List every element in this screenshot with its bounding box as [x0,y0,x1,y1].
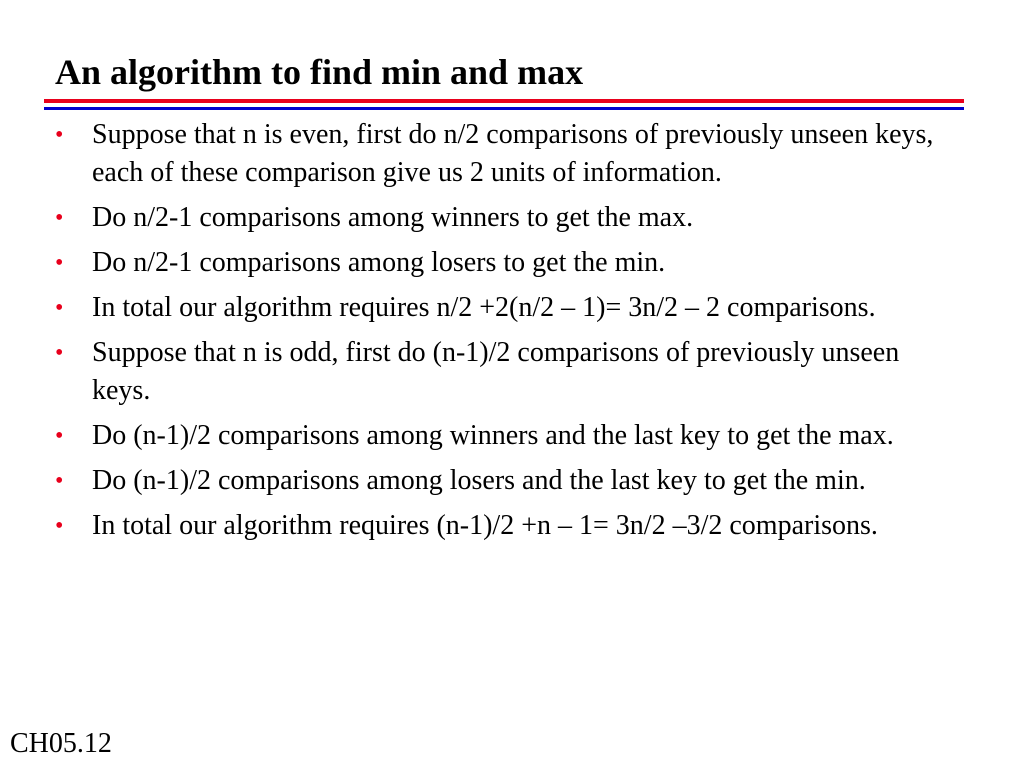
title-divider-red [44,99,964,103]
bullet-text: Do n/2-1 comparisons among losers to get the min. [92,247,666,278]
bullet-dot-icon: • [55,250,64,276]
bullet-list [55,116,955,552]
bullet-item [55,462,955,500]
bullet-text: Do (n-1)/2 comparisons among losers and the last key to get the min. [92,465,866,496]
bullet-text: In total our algorithm requires n/2 +2(n/2 – 1)= 3n/2 – 2 comparisons. [92,292,876,323]
bullet-dot-icon: • [55,468,64,494]
bullet-item [55,417,955,455]
bullet-item [55,289,955,327]
bullet-item [55,244,955,282]
bullet-dot-icon: • [55,340,64,366]
bullet-dot-icon: • [55,122,64,148]
bullet-dot-icon: • [55,205,64,231]
bullet-item [55,199,955,237]
bullet-item [55,116,955,192]
bullet-dot-icon: • [55,513,64,539]
slide-number: CH05.12 [10,728,112,759]
bullet-item [55,507,955,545]
bullet-dot-icon: • [55,423,64,449]
bullet-text: In total our algorithm requires (n-1)/2 +n – 1= 3n/2 –3/2 comparisons. [92,510,878,541]
bullet-text: Do n/2-1 comparisons among winners to get the max. [92,202,694,233]
title-divider-blue [44,107,964,110]
bullet-dot-icon: • [55,295,64,321]
bullet-text: Suppose that n is even, first do n/2 comparisons of previously unseen keys, each of these comparison give us 2 units of information. [92,119,934,188]
slide-title: An algorithm to find min and max [55,52,584,92]
bullet-item [55,334,955,410]
bullet-text: Do (n-1)/2 comparisons among winners and the last key to get the max. [92,420,894,451]
bullet-text: Suppose that n is odd, first do (n-1)/2 comparisons of previously unseen keys. [92,337,900,406]
